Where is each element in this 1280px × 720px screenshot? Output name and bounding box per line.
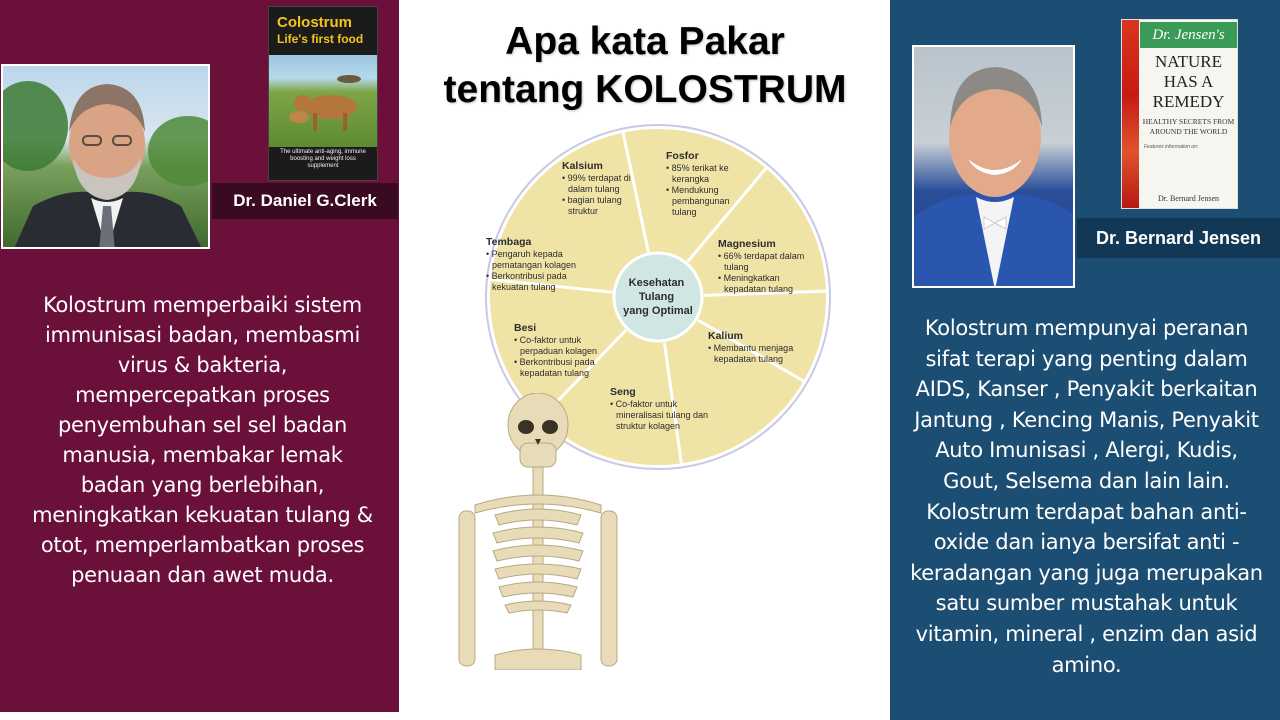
wheel-segment-line: dalam tulang (568, 184, 620, 194)
wheel-segment-line: • 99% terdapat di (562, 173, 631, 183)
wheel-segment-line: • bagian tulang (562, 195, 622, 205)
wheel-segment-line: kerangka (672, 174, 710, 184)
page-title (405, 18, 885, 114)
skeleton-image (455, 393, 625, 670)
wheel-segment-line: • 85% terikat ke (666, 163, 729, 173)
book-features: Features information on: (1144, 144, 1199, 150)
cows-pasture-image (269, 55, 377, 147)
quote-line: oxide dan ianya bersifat anti - (933, 530, 1240, 555)
wheel-segment-line: • Berkontribusi pada (514, 357, 595, 367)
wheel-segment-line: • Mendukung (666, 185, 719, 195)
wheel-segment-line: struktur (568, 206, 599, 216)
dr-bernard-jensen-photo (912, 45, 1075, 288)
quote-line: AIDS, Kanser , Penyakit berkaitan (915, 377, 1258, 402)
quote-line: vitamin, mineral , enzim dan asid (915, 621, 1258, 646)
book-title (1142, 52, 1235, 112)
quote-line: immunisasi badan, membasmi (45, 323, 360, 347)
right-quote-text (893, 313, 1280, 680)
book-title-2: Life's first food (277, 32, 364, 46)
wheel-segment-line: • Membantu menjaga (708, 343, 794, 353)
book-title-line: HAS A (1163, 72, 1214, 91)
wheel-segment-title: Tembaga (486, 236, 532, 248)
dr-daniel-clerk-photo (1, 64, 210, 249)
expert-name-bernard-jensen: Dr. Bernard Jensen (1077, 218, 1280, 258)
wheel-center-line: yang Optimal (623, 305, 693, 317)
book-author: Dr. Bernard Jensen (1157, 194, 1220, 203)
book-title-line: NATURE (1154, 52, 1223, 71)
quote-line: badan yang berlebihan, (80, 473, 325, 497)
wheel-segment-line: tulang (724, 262, 749, 272)
wheel-center-line: Kesehatan (628, 277, 685, 289)
wheel-segment-title: Besi (514, 322, 537, 334)
portrait-illustration (3, 66, 210, 249)
quote-line: penyembuhan sel sel badan (57, 413, 348, 437)
quote-line: penuaan dan awet muda. (71, 563, 334, 587)
colostrum-book-cover (268, 6, 378, 181)
wheel-segment-title: Kalium (708, 330, 744, 342)
wheel-segment-line: kekuatan tulang (492, 282, 556, 292)
quote-line: meningkatkan kekuatan tulang & (32, 503, 373, 527)
wheel-segment-line: • 66% terdapat dalam (718, 251, 805, 261)
quote-line: Gout, Selsema dan lain lain. (943, 468, 1230, 493)
wheel-segment-line: • Berkontribusi pada (486, 271, 567, 281)
quote-line: amino. (1051, 652, 1122, 677)
book-subtitle-line: HEALTHY SECRETS FROM (1142, 117, 1235, 126)
wheel-segment-title: Seng (610, 386, 636, 398)
quote-line: satu sumber mustahak untuk (935, 591, 1238, 616)
book-subtitle (1142, 117, 1235, 137)
left-quote-text (6, 290, 399, 590)
book-title: Colostrum (277, 14, 352, 31)
wheel-segment-line: perpaduan kolagen (520, 346, 598, 356)
wheel-segment-line: • Pengaruh kepada (486, 249, 563, 259)
title-line-2: tentang KOLOSTRUM (443, 68, 847, 111)
quote-line: Kolostrum mempunyai peranan (924, 316, 1249, 340)
expert-name-daniel-clerk: Dr. Daniel G.Clerk (212, 183, 398, 219)
wheel-segment-title: Fosfor (666, 150, 699, 162)
quote-line: sifat terapi yang penting dalam (925, 346, 1248, 371)
wheel-center-line: Tulang (638, 291, 675, 303)
book-title-line: REMEDY (1152, 92, 1225, 111)
quote-line: manusia, membakar lemak (62, 443, 343, 467)
wheel-segment-line: kepadatan tulang (714, 354, 784, 364)
quote-line: Auto Imunisasi , Alergi, Kudis, (935, 438, 1238, 463)
quote-line: Kolostrum terdapat bahan anti- (926, 499, 1247, 524)
book-subtitle: The ultimate anti-aging, immune boosting and weight loss supplement (280, 149, 366, 169)
nature-has-a-remedy-book-cover (1121, 19, 1238, 209)
quote-line: virus & bakteria, (117, 353, 288, 377)
book-subtitle-line: AROUND THE WORLD (1149, 127, 1228, 136)
wheel-segment-line: pembangunan (672, 196, 730, 206)
wheel-segment-line: pematangan kolagen (492, 260, 577, 270)
wheel-segment-line: kepadatan tulang (520, 368, 590, 378)
wheel-segment-line: mineralisasi tulang dan (616, 410, 709, 420)
book-spine-fruit-strip (1122, 20, 1139, 208)
wheel-segment-line: • Co-faktor untuk (610, 399, 678, 409)
wheel-segment-line: kepadatan tulang (724, 284, 794, 294)
wheel-segment-title: Magnesium (718, 238, 776, 250)
title-line-1: Apa kata Pakar (505, 20, 785, 63)
quote-line: otot, memperlambatkan proses (40, 533, 365, 557)
wheel-segment-line: • Co-faktor untuk (514, 335, 582, 345)
wheel-segment-title: Kalsium (562, 160, 603, 172)
quote-line: Jantung , Kencing Manis, Penyakit (914, 407, 1259, 432)
wheel-segment-line: • Meningkatkan (718, 273, 780, 283)
book-series: Dr. Jensen's (1140, 22, 1237, 48)
wheel-segment-line: tulang (672, 207, 697, 217)
quote-line: mempercepatkan proses (75, 383, 330, 407)
portrait-illustration (914, 47, 1075, 288)
wheel-segment-line: struktur kolagen (616, 421, 681, 431)
quote-line: Kolostrum memperbaiki sistem (43, 293, 362, 317)
quote-line: keradangan yang juga merupakan (910, 560, 1263, 585)
